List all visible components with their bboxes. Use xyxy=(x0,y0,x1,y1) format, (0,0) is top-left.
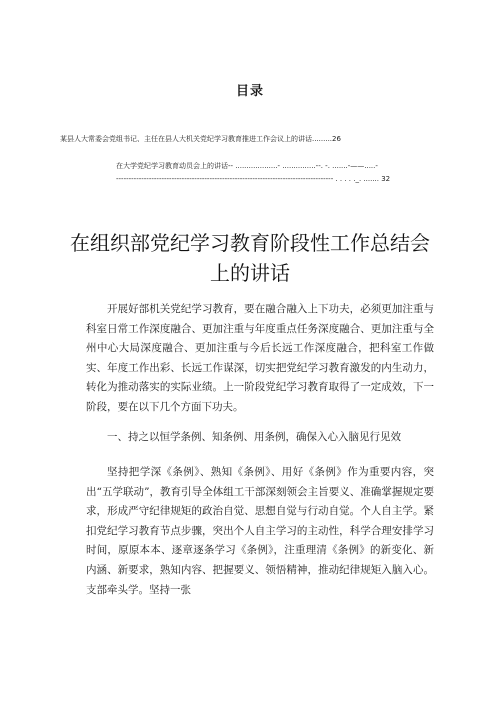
toc-entry-1[interactable]: 某县人大常委会党组书记、主任在县人大机关党纪学习教育推进工作会议上的讲话.........26 xyxy=(60,135,341,143)
body-paragraph-1: 开展好部机关党纪学习教育，要在融合融入上下功夫，必须更加注重与科室日常工作深度融合、更加注重与年度重点任务深度融合、更加注重与全州中心大局深度融合、更加注重与今后长远工作深度融合，把科室工作做实、年度工作出彩、长远工作谋深，切实把党纪学习教育激发的内生动力，转化为推动落实的实际业绩。上一阶段党纪学习教育取得了一定成效，下一阶段，要在以下几个方面下功夫。 xyxy=(86,303,434,413)
toc-title: 目录 xyxy=(235,84,264,99)
body-paragraph-2: 坚持把学深《条例》、熟知《条例》、用好《条例》作为重要内容，突出“五学联动”，教育引导全体组工干部深刻领会主旨要义、准确掌握规定要求，形成严守纪律规矩的政治自觉、思想自觉与行动自觉。个人自主学。紧扣党纪学习教育节点步骤，突出个人自主学习的主动性，科学合理安排学习时间，原原本本、逐章逐条学习《条例》，注重理清《条例》的新变化、新内涵、新要求，熟知内容、把握要义、领悟精神，推动纪律规矩入脑入心。支部牵头学。坚持一张 xyxy=(86,466,434,596)
toc-entry-2[interactable]: 在大学党纪学习教育动员会上的讲话-- ...................- ...............--. -. .......-——.....- xyxy=(116,162,378,170)
section-heading-1: 一、持之以恒学条例、知条例、用条例，确保入心入脑见行见效 xyxy=(107,431,401,443)
document-title-line-1: 在组织部党纪学习教育阶段性工作总结会 xyxy=(70,231,430,255)
toc-entry-2-leader[interactable]: -------------------------------------------------------------------------------------- . . . . ._. ....... 32 xyxy=(116,175,391,183)
document-title-line-2: 上的讲话 xyxy=(210,261,290,285)
